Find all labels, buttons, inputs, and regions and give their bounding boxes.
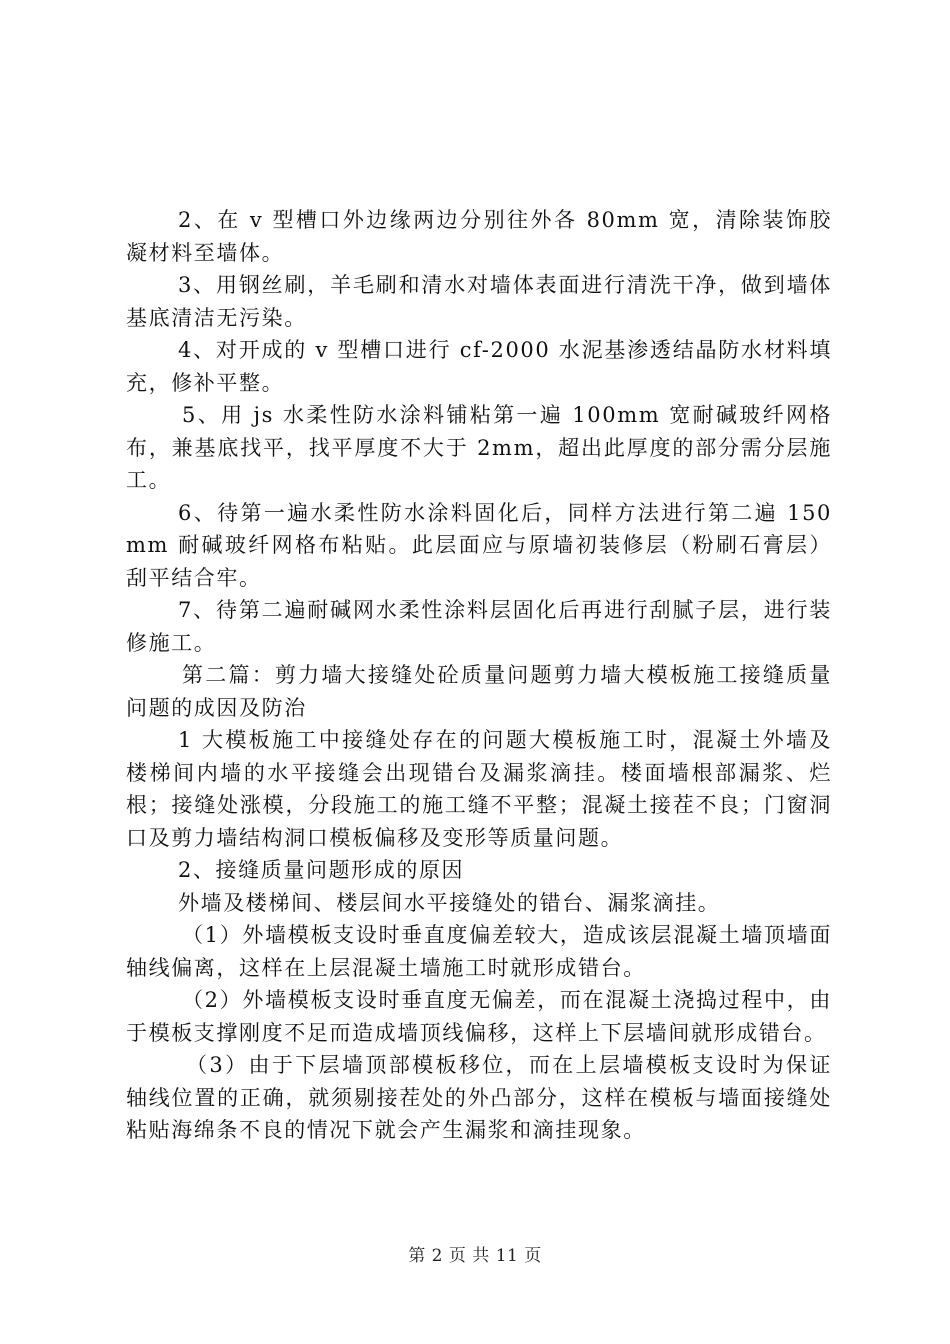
paragraph-step-7: 7、待第二遍耐碱网水柔性涂料层固化后再进行刮腻子层，进行装修施工。 — [126, 598, 832, 655]
paragraph-causes-intro: 外墙及楼梯间、楼层间水平接缝处的错台、漏浆滴挂。 — [178, 890, 721, 915]
paragraph-problems: 1 大模板施工中接缝处存在的问题大模板施工时，混凝土外墙及楼梯间内墙的水平接缝会出现错台及漏浆滴挂。楼面墙根部漏浆、烂根；接缝处涨模，分段施工的施工缝不平整；混凝土接茬不良；门窗洞口及剪力墙结构洞口模板偏移及变形等质量问题。 — [126, 728, 832, 850]
page-footer: 第 2 页 共 11 页 — [408, 1246, 542, 1266]
document-body — [126, 204, 832, 1147]
paragraph-cause-2: （2）外墙模板支设时垂直度无偏差，而在混凝土浇捣过程中，由于模板支撑刚度不足而造成墙顶线偏移，这样上下层墙间就形成错台。 — [126, 988, 832, 1045]
paragraph-step-2: 2、在 v 型槽口外边缘两边分别往外各 80mm 宽，清除装饰胶凝材料至墙体。 — [126, 208, 832, 265]
paragraph-causes-heading: 2、接缝质量问题形成的原因 — [178, 858, 465, 882]
paragraph-cause-3: （3）由于下层墙顶部模板移位，而在上层墙模板支设时为保证轴线位置的正确，就须剔接茬处的外凸部分，这样在模板与墙面接缝处粘贴海绵条不良的情况下就会产生漏浆和滴挂现象。 — [126, 1053, 832, 1142]
paragraph-step-4: 4、对开成的 v 型槽口进行 cf-2000 水泥基渗透结晶防水材料填充，修补平整。 — [126, 338, 832, 395]
paragraph-step-6: 6、待第一遍水柔性防水涂料固化后，同样方法进行第二遍 150mm 耐碱玻纤网格布粘贴。此层面应与原墙初装修层（粉刷石膏层）刮平结合牢。 — [126, 500, 832, 590]
section-heading-part-two: 第二篇：剪力墙大接缝处砼质量问题剪力墙大模板施工接缝质量问题的成因及防治 — [126, 663, 832, 720]
paragraph-cause-1: （1）外墙模板支设时垂直度偏差较大，造成该层混凝土墙顶墙面轴线偏离，这样在上层混凝土墙施工时就形成错台。 — [126, 923, 832, 980]
paragraph-step-5: 5、用 js 水柔性防水涂料铺粘第一遍 100mm 宽耐碱玻纤网格布，兼基底找平，找平厚度不大于 2mm，超出此厚度的部分需分层施工。 — [126, 403, 832, 492]
paragraph-step-3: 3、用钢丝刷，羊毛刷和清水对墙体表面进行清洗干净，做到墙体基底清洁无污染。 — [126, 273, 832, 330]
